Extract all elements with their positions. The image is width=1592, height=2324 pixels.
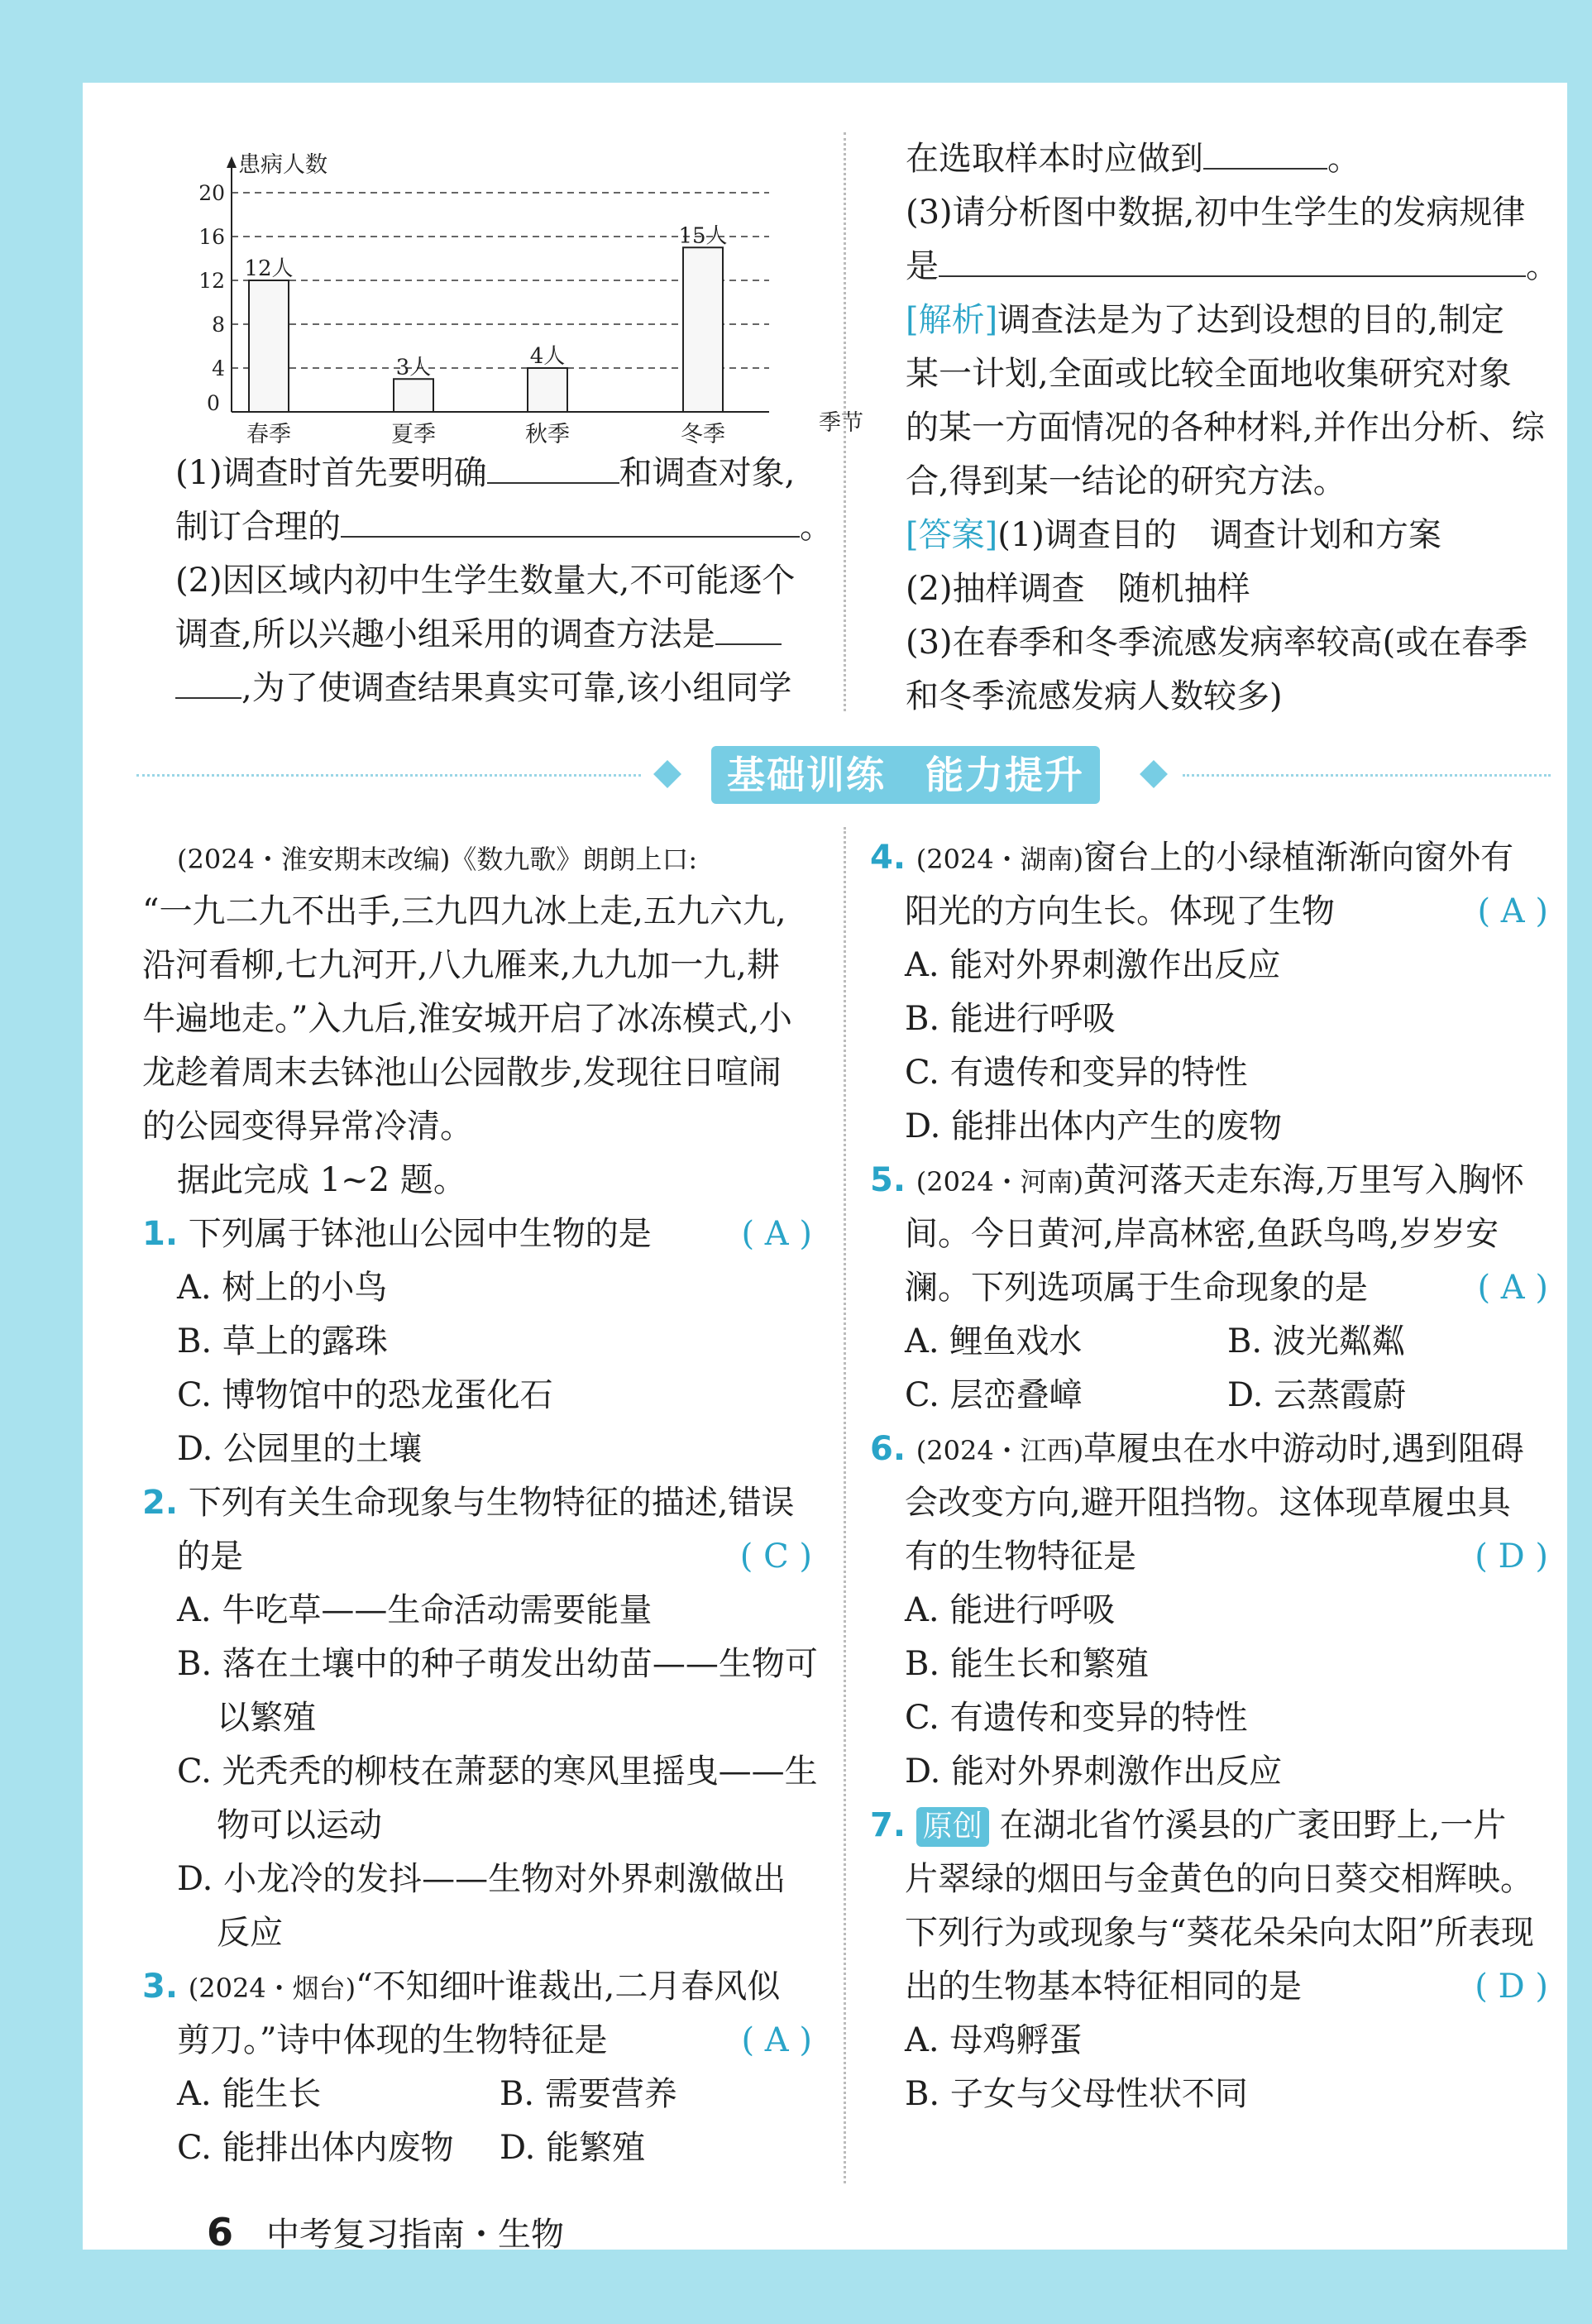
question-text: 间。今日黄河,岸高林密,鱼跃鸟鸣,岁岁安 bbox=[905, 1215, 1499, 1253]
question-number: 4. bbox=[870, 839, 906, 877]
answer-choice: ( D ) bbox=[1475, 1968, 1548, 2006]
question-text: 阳光的方向生长。体现了生物 bbox=[905, 892, 1335, 930]
question-source: (2024・江西) bbox=[916, 1435, 1084, 1466]
answer-text: (3)在春季和冬季流感发病率较高(或在春季 bbox=[906, 624, 1528, 662]
option: D. 能繁殖 bbox=[500, 2129, 646, 2167]
bar-chart bbox=[198, 132, 868, 496]
option: A. 鲤鱼戏水 bbox=[905, 1322, 1083, 1360]
option: D. 能排出体内产生的废物 bbox=[905, 1107, 1283, 1145]
x-tick-label: 冬季 bbox=[681, 422, 725, 447]
analysis-text: 的某一方面情况的各种材料,并作出分析、综 bbox=[906, 409, 1545, 447]
y-tick-label: 16 bbox=[198, 225, 225, 249]
answer-tag: [答案] bbox=[906, 516, 998, 554]
question-text: “不知细叶谁裁出,二月春风似 bbox=[356, 1968, 781, 2006]
intro-text: “一九二九不出手,三九四九冰上走,五九六九, bbox=[142, 892, 786, 930]
analysis-text: 合,得到某一结论的研究方法。 bbox=[906, 462, 1346, 500]
q-text: 。 bbox=[1526, 247, 1559, 285]
column-divider bbox=[844, 827, 846, 2183]
question-text: 下列行为或现象与“葵花朵朵向太阳”所表现 bbox=[905, 1914, 1534, 1952]
answer-text: (1)调查目的 调查计划和方案 bbox=[997, 516, 1441, 554]
intro-text: 龙趁着周末去钵池山公园散步,发现往日喧闹 bbox=[142, 1054, 782, 1092]
banner-title: 基础训练 能力提升 bbox=[711, 746, 1100, 804]
option: C. 博物馆中的恐龙蛋化石 bbox=[177, 1376, 553, 1414]
y-tick-label: 20 bbox=[198, 181, 225, 205]
option: B. 子女与父母性状不同 bbox=[905, 2075, 1248, 2113]
data-label: 15人 bbox=[678, 223, 728, 249]
q-text: 制订合理的 bbox=[175, 508, 341, 546]
option: A. 能进行呼吸 bbox=[905, 1591, 1116, 1629]
question-text: 有的生物特征是 bbox=[905, 1537, 1136, 1576]
q-text: 。 bbox=[800, 508, 833, 546]
question-text: 窗台上的小绿植渐渐向窗外有 bbox=[1083, 839, 1514, 877]
option: C. 有遗传和变异的特性 bbox=[905, 1054, 1248, 1092]
option: B. 能进行呼吸 bbox=[905, 1000, 1116, 1038]
answer-blank[interactable] bbox=[341, 503, 800, 538]
data-label: 12人 bbox=[244, 256, 294, 281]
bar bbox=[249, 280, 289, 412]
question-number: 5. bbox=[870, 1161, 906, 1199]
option: C. 能排出体内废物 bbox=[177, 2129, 454, 2167]
option: 以繁殖 bbox=[217, 1699, 316, 1737]
question-text: 下列有关生命现象与生物特征的描述,错误 bbox=[188, 1484, 795, 1522]
x-tick-label: 春季 bbox=[246, 422, 291, 447]
analysis-tag: [解析] bbox=[906, 301, 998, 339]
question-text: 剪刀。”诗中体现的生物特征是 bbox=[177, 2021, 608, 2059]
intro-text: 沿河看柳,七九河开,八九雁来,九九加一九,耕 bbox=[142, 946, 780, 984]
question-text: 片翠绿的烟田与金黄色的向日葵交相辉映。 bbox=[905, 1860, 1533, 1898]
question-number: 7. bbox=[870, 1806, 906, 1844]
q-text: 在选取样本时应做到 bbox=[906, 140, 1203, 178]
option: B. 草上的露珠 bbox=[177, 1322, 388, 1360]
question-number: 1. bbox=[142, 1215, 179, 1253]
divider-rule bbox=[136, 774, 641, 778]
question-text: 下列属于钵池山公园中生物的是 bbox=[188, 1215, 652, 1253]
option: D. 云蒸霞蔚 bbox=[1227, 1376, 1407, 1414]
y-tick-label: 0 bbox=[207, 391, 220, 415]
question-text: 黄河落天走东海,万里写入胸怀 bbox=[1083, 1161, 1524, 1199]
question-text: 在湖北省竹溪县的广袤田野上,一片 bbox=[999, 1806, 1507, 1844]
top-left-text bbox=[175, 447, 837, 715]
q-text: (1)调查时首先要明确 bbox=[175, 454, 487, 492]
question-source: (2024・河南) bbox=[916, 1166, 1084, 1198]
question-text: 出的生物基本特征相同的是 bbox=[905, 1968, 1302, 2006]
option: 物可以运动 bbox=[217, 1806, 382, 1844]
option: B. 波光粼粼 bbox=[1227, 1322, 1405, 1360]
answer-blank[interactable] bbox=[715, 610, 782, 645]
original-tag: 原创 bbox=[916, 1807, 989, 1847]
y-tick-label: 4 bbox=[212, 356, 225, 380]
answer-blank[interactable] bbox=[1203, 135, 1327, 170]
chart-ylabel: 患病人数 bbox=[238, 152, 327, 178]
diamond-icon bbox=[1140, 760, 1168, 788]
answer-blank[interactable] bbox=[939, 242, 1526, 277]
option: B. 能生长和繁殖 bbox=[905, 1645, 1149, 1683]
option: B. 需要营养 bbox=[500, 2075, 677, 2113]
bar bbox=[394, 379, 433, 412]
option: C. 光秃秃的柳枝在萧瑟的寒风里摇曳——生 bbox=[177, 1753, 818, 1791]
page bbox=[83, 83, 1567, 2255]
y-tick-label: 8 bbox=[212, 313, 225, 337]
option: A. 树上的小鸟 bbox=[177, 1269, 388, 1307]
intro-text: (2024・淮安期末改编)《数九歌》朗朗上口: bbox=[177, 844, 698, 875]
y-axis-arrow-icon bbox=[227, 156, 237, 168]
top-right-text bbox=[906, 132, 1567, 724]
x-tick-label: 夏季 bbox=[391, 422, 436, 447]
column-divider bbox=[844, 132, 846, 711]
intro-line bbox=[142, 831, 812, 885]
analysis-text: 某一计划,全面或比较全面地收集研究对象 bbox=[906, 355, 1512, 393]
q-text: 。 bbox=[1327, 140, 1360, 178]
chart-xlabel: 季节 bbox=[819, 410, 863, 436]
question-text: 会改变方向,避开阻挡物。这体现草履虫具 bbox=[905, 1484, 1511, 1522]
answer-choice: ( A ) bbox=[1477, 892, 1548, 930]
option: A. 牛吃草——生命活动需要能量 bbox=[177, 1591, 653, 1629]
section-banner bbox=[136, 746, 1551, 804]
question-source: (2024・湖南) bbox=[916, 844, 1084, 875]
intro-text: 的公园变得异常冷清。 bbox=[142, 1107, 473, 1145]
option: A. 能对外界刺激作出反应 bbox=[905, 946, 1281, 984]
left-column bbox=[142, 831, 818, 2175]
answer-blank[interactable] bbox=[175, 664, 241, 699]
q-text: (3)请分析图中数据,初中生学生的发病规律 bbox=[906, 194, 1526, 232]
q-text: 调查,所以兴趣小组采用的调查方法是 bbox=[175, 615, 715, 653]
answer-choice: ( A ) bbox=[741, 2021, 812, 2059]
option: A. 母鸡孵蛋 bbox=[905, 2021, 1083, 2059]
question-text: 的是 bbox=[177, 1537, 243, 1576]
analysis-text: 调查法是为了达到设想的目的,制定 bbox=[997, 301, 1504, 339]
answer-blank[interactable] bbox=[487, 449, 619, 484]
y-tick-label: 12 bbox=[198, 269, 225, 293]
data-label: 3人 bbox=[395, 355, 432, 380]
question-number: 2. bbox=[142, 1484, 179, 1522]
option: D. 能对外界刺激作出反应 bbox=[905, 1753, 1283, 1791]
option: C. 有遗传和变异的特性 bbox=[905, 1699, 1248, 1737]
divider-rule bbox=[1183, 774, 1551, 778]
answer-choice: ( A ) bbox=[741, 1215, 812, 1253]
option: D. 小龙冷的发抖——生物对外界刺激做出 bbox=[177, 1860, 786, 1898]
q-text: ,为了使调查结果真实可靠,该小组同学 bbox=[241, 669, 792, 707]
option: 反应 bbox=[217, 1914, 283, 1952]
question-source: (2024・烟台) bbox=[188, 1973, 356, 2004]
intro-text: 牛遍地走。”入九后,淮安城开启了冰冻模式,小 bbox=[142, 1000, 792, 1038]
book-title: 中考复习指南・生物 bbox=[266, 2216, 565, 2254]
question-text: 澜。下列选项属于生命现象的是 bbox=[905, 1269, 1368, 1307]
option: D. 公园里的土壤 bbox=[177, 1430, 423, 1468]
question-number: 6. bbox=[870, 1430, 906, 1468]
answer-choice: ( A ) bbox=[1477, 1269, 1548, 1307]
answer-text: 和冬季流感发病人数较多) bbox=[906, 677, 1283, 715]
option: C. 层峦叠嶂 bbox=[905, 1376, 1083, 1414]
q-text: (2)因区域内初中生学生数量大,不可能逐个 bbox=[175, 562, 796, 600]
option: A. 能生长 bbox=[177, 2075, 322, 2113]
data-label: 4人 bbox=[529, 344, 566, 369]
answer-choice: ( C ) bbox=[739, 1537, 812, 1576]
intro-text: 据此完成 1~2 题。 bbox=[177, 1161, 466, 1199]
q-text: 和调查对象, bbox=[619, 454, 796, 492]
answer-text: (2)抽样调查 随机抽样 bbox=[906, 570, 1250, 608]
q-text: 是 bbox=[906, 247, 939, 285]
bar bbox=[528, 368, 567, 412]
x-tick-label: 秋季 bbox=[525, 422, 570, 447]
diamond-icon bbox=[653, 760, 681, 788]
question-number: 3. bbox=[142, 1968, 179, 2006]
right-column bbox=[870, 831, 1548, 2121]
option: B. 落在土壤中的种子萌发出幼苗——生物可 bbox=[177, 1645, 818, 1683]
page-footer bbox=[207, 2208, 564, 2255]
answer-choice: ( D ) bbox=[1475, 1537, 1548, 1576]
page-number: 6 bbox=[207, 2210, 234, 2255]
question-text: 草履虫在水中游动时,遇到阻碍 bbox=[1083, 1430, 1524, 1468]
bar bbox=[683, 247, 723, 412]
